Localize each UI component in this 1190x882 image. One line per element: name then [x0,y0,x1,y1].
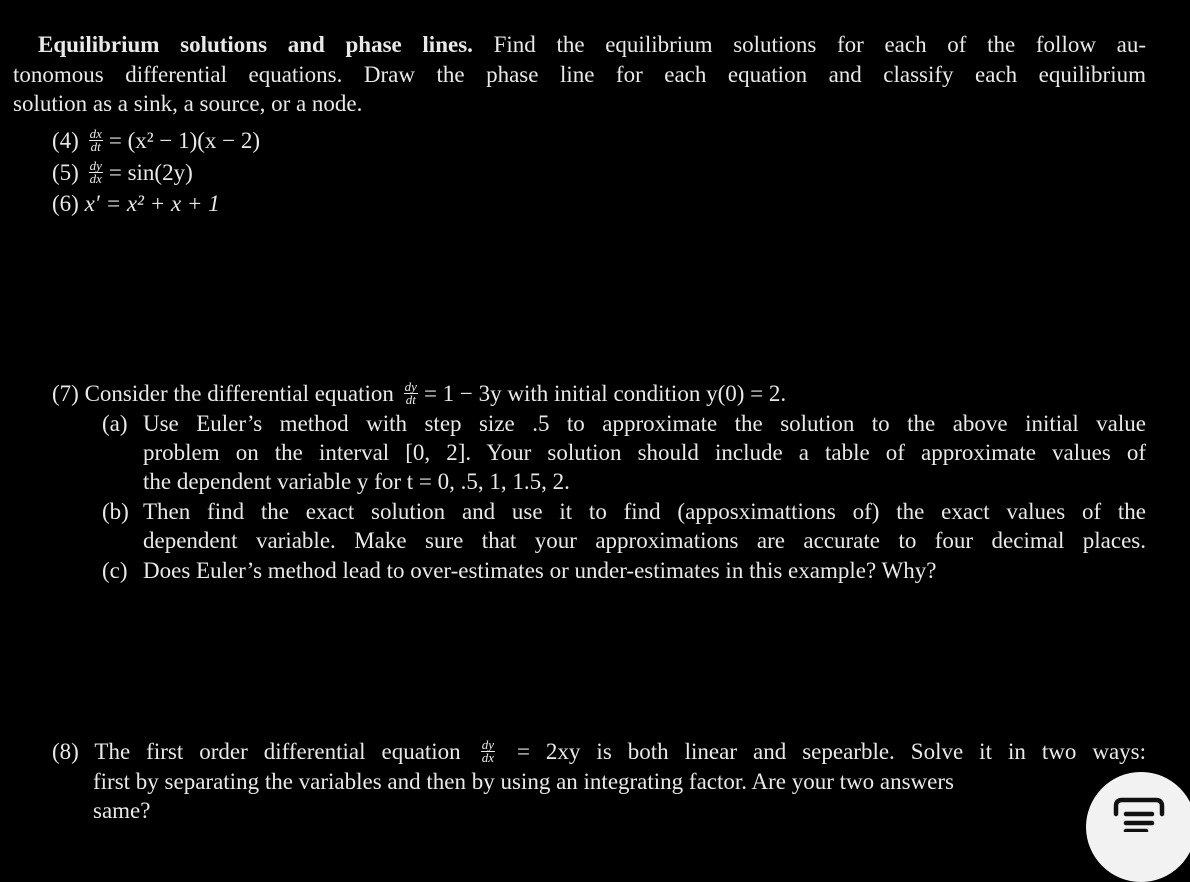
problem-5-derivative [89,160,103,185]
problem-7c-line-1: Does Euler’s method lead to over-estimates or under-estimates in this example? Why? [143,558,937,583]
problem-4-frac-bottom: dt [90,139,101,155]
problem-5-rhs: = sin(2y) [108,160,193,185]
problem-7a-line-1: Use Euler’s method with step size .5 to approximate the solution to the above initial value [143,411,1146,436]
chat-bubble-icon [1112,796,1168,832]
problem-7 [52,379,786,408]
problem-4-derivative [89,128,103,153]
problem-4-label: (4) [52,128,79,153]
problem-4-frac-top: dx [89,126,102,142]
problem-7-frac-bottom: dt [405,392,416,408]
problem-8-text-after: = 2xy is both linear and sepearble. Solve it in two ways: [516,739,1147,764]
problem-7b-line-1: Then find the exact solution and use it to find (apposximattions of) the exact values of the [143,499,1146,524]
intro-line-2: tonomous differential equations. Draw the phase line for each equation and classify each equilibrium [13,62,1146,87]
problem-5-frac-bottom: dx [89,171,102,187]
problem-8-frac-bottom: dx [481,750,494,766]
problem-8-derivative [481,739,495,764]
problem-4-rhs: = (x² − 1)(x − 2) [108,128,261,153]
problem-7b-label: (b) [102,499,129,524]
problem-8-frac-top: dy [481,737,494,753]
problem-7b-line-2: dependent variable. Make sure that your approximations are accurate to four decimal places. [143,528,1146,553]
problem-5-label: (5) [52,160,79,185]
problem-8-line-3: same? [93,798,151,823]
problem-8-text-before: The first order differential equation [94,739,461,764]
section-title: Equilibrium solutions and phase lines. [38,32,473,57]
problem-6 [52,189,220,218]
intro-text-1: Find the equilibrium solutions for each of the follow au- [493,32,1146,57]
problem-6-equation: x′ = x² + x + 1 [84,191,220,216]
problem-7-frac-top: dy [404,379,417,395]
problem-6-label: (6) [52,191,79,216]
problem-7-derivative [404,381,418,406]
problem-7a-label: (a) [102,411,128,436]
problem-5 [52,158,193,187]
problem-5-frac-top: dy [89,158,102,174]
problem-7-text-after: = 1 − 3y with initial condition y(0) = 2. [423,381,787,406]
problem-4 [52,126,260,155]
intro-line-1 [38,30,1146,59]
problem-7a-line-3: the dependent variable y for t = 0, .5, 1, 1.5, 2. [143,469,570,494]
problem-7-text-before: Consider the differential equation [84,381,394,406]
problem-7a-line-2: problem on the interval [0, 2]. Your solution should include a table of approximate values of [143,440,1146,465]
problem-7-label: (7) [52,381,79,406]
problem-8-label: (8) [52,739,79,764]
problem-7c-label: (c) [102,558,128,583]
problem-8-line-2: first by separating the variables and then by using an integrating factor. Are your two answers [93,769,954,794]
problem-8 [52,737,1146,766]
intro-line-3: solution as a sink, a source, or a node. [13,91,363,116]
